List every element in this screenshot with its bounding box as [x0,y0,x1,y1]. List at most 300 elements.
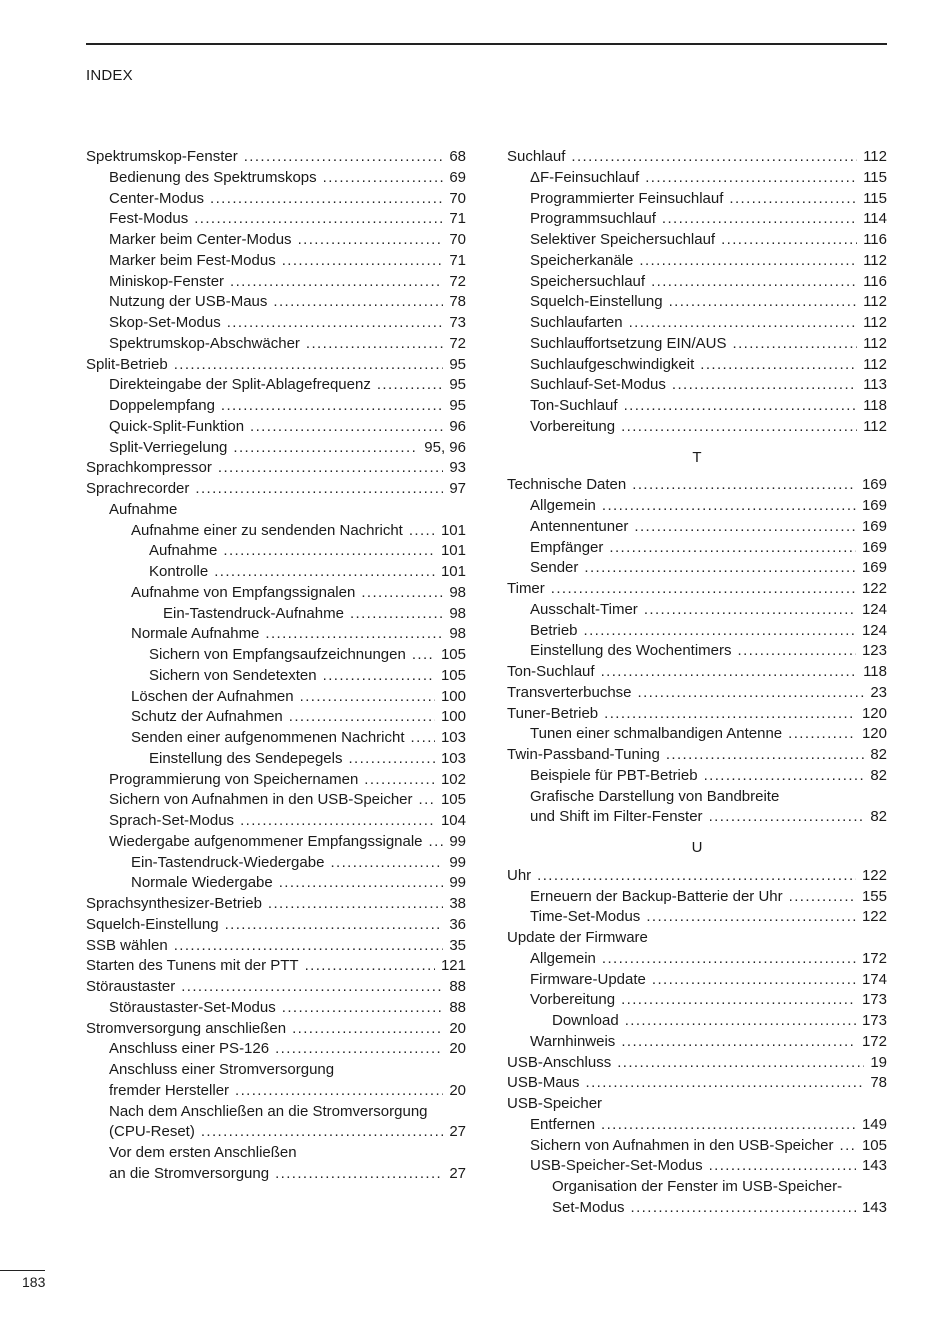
dot-leader [282,251,444,272]
dot-leader [289,707,435,728]
index-entry-term: Speichersuchlauf [530,272,646,290]
index-entry-page: 143 [861,1198,887,1216]
dot-leader [700,355,857,376]
index-entry-term: Aufnahme einer zu sendenden Nachricht [131,521,403,539]
index-entry [507,579,887,600]
index-entry [86,1039,466,1060]
dot-leader [181,977,443,998]
dot-leader [584,621,856,642]
index-entry [86,292,466,313]
index-entry-term: Doppelempfang [109,397,215,414]
index-entry-page: 122 [861,580,887,597]
index-entry-term: Programmierter Feinsuchlauf [530,189,724,207]
index-entry-term: Vorbereitung [530,417,616,435]
index-entry-page: 71 [449,251,466,269]
dot-leader [537,866,856,887]
index-entry-term: Vorbereitung [530,991,616,1009]
index-entry-term: Suchlaufarten [530,314,623,331]
index-entry [507,1115,887,1136]
index-entry [86,624,466,645]
index-entry [507,662,887,683]
index-entry [86,853,466,874]
index-entry [86,977,466,998]
index-entry-page: 100 [440,708,466,726]
index-entry-page: 174 [861,970,887,988]
index-entry-term: USB-Anschluss [507,1053,612,1071]
index-entry-term: Programmsuchlauf [530,210,656,228]
index-entry-term: Miniskop-Fenster [109,272,225,290]
index-entry [86,313,466,334]
index-entry-term: Beispiele für PBT-Betrieb [530,766,698,784]
index-entry-term: Firmware-Update [530,970,646,988]
index-entry-term: Split-Verriegelung [109,438,228,456]
index-entry-term: Normale Aufnahme [131,625,260,643]
index-entry-page: 27 [449,1164,466,1182]
index-entry-term: Sender [530,559,579,577]
dot-leader [221,396,443,417]
index-entry-term: Ton-Suchlauf [530,397,618,414]
index-entry [86,417,466,438]
index-entry-term: Erneuern der Backup-Batterie der Uhr [530,887,783,905]
index-entry [86,1019,466,1040]
index-entry [507,724,887,745]
dot-leader [323,168,444,189]
index-entry-page: 105 [440,646,466,663]
index-entry-term: Kontrolle [149,563,209,580]
dot-leader [584,558,856,579]
index-entry [86,1143,466,1164]
dot-leader [621,417,857,438]
index-entry-term: Technische Daten [507,476,627,494]
index-entry-page: 103 [440,749,466,767]
index-entry-term: Center-Modus [109,189,205,207]
dot-leader [348,749,434,770]
index-entry [86,1164,466,1185]
index-entry [507,766,887,787]
index-entry-page: 169 [861,538,887,556]
index-entry-page: 149 [861,1115,887,1133]
dot-leader [364,770,435,791]
dot-leader [602,949,856,970]
index-letter-heading: U [691,839,703,856]
index-entry [86,770,466,791]
index-entry-term: Sprachrecorder [86,480,190,497]
index-entry-page: 112 [863,334,887,352]
index-entry [86,438,466,459]
index-entry [507,990,887,1011]
index-entry-page: 112 [863,417,887,435]
index-entry-term: Schutz der Aufnahmen [131,708,283,726]
index-entry-page: 169 [861,497,887,514]
index-entry [507,1156,887,1177]
index-entry [86,728,466,749]
dot-leader [586,1073,865,1094]
dot-leader [662,209,857,230]
top-rule [86,43,887,45]
index-entry [507,866,887,887]
index-entry [507,272,887,293]
index-entry [507,1053,887,1074]
index-entry [507,907,887,928]
index-entry [86,272,466,293]
index-entry-term: Suchlaufgeschwindigkeit [530,355,695,373]
index-entry-term: USB-Speicher [507,1095,603,1112]
index-entry-page: 113 [863,376,887,394]
index-entry-page: 115 [863,189,887,207]
dot-leader [789,887,856,908]
dot-leader [621,990,856,1011]
dot-leader [323,666,435,687]
dot-leader [624,396,858,417]
dot-leader [840,1136,856,1157]
index-entry [507,807,887,828]
index-entry [507,621,887,642]
index-entry [86,479,466,500]
dot-leader [709,1156,856,1177]
index-entry [507,1198,887,1219]
dot-leader [300,687,435,708]
index-entry [86,521,466,542]
index-entry [507,396,887,417]
index-entry [507,496,887,517]
index-entry [507,313,887,334]
index-entry-term: Marker beim Center-Modus [109,231,292,248]
index-entry-page: 99 [449,874,466,892]
index-entry-term: Sprachkompressor [86,459,212,477]
index-entry-page: 73 [449,314,466,331]
index-entry-term: USB-Speicher-Set-Modus [530,1157,703,1175]
dot-leader [306,334,443,355]
index-entry [507,787,887,808]
index-entry [507,475,887,496]
index-entry [86,209,466,230]
index-entry-page: 93 [449,459,466,477]
index-entry-term: Set-Modus [552,1198,625,1216]
dot-leader [729,189,857,210]
dot-leader [227,313,444,334]
index-entry-page: 70 [449,189,466,207]
dot-leader [305,956,435,977]
index-entry-term: Bedienung des Spektrumskops [109,168,317,186]
index-entry [507,517,887,538]
index-entry-page: 121 [440,957,466,975]
index-entry [86,956,466,977]
index-entry-term: Download [552,1012,619,1029]
dot-leader [646,907,856,928]
index-entry-page: 69 [449,168,466,186]
dot-leader [174,936,444,957]
index-entry-page: 95 [449,355,466,373]
index-entry-term: Sichern von Aufnahmen in den USB-Speicher [530,1136,834,1154]
index-entry-term: Organisation der Fenster im USB-Speicher- [552,1178,843,1195]
dot-leader [279,873,444,894]
index-entry-term: Empfänger [530,538,604,556]
index-entry-term: ΔF-Feinsuchlauf [530,168,640,186]
index-entry-term: Twin-Passband-Tuning [507,746,660,763]
index-entry [507,1073,887,1094]
index-entry [507,970,887,991]
dot-leader [632,475,856,496]
index-entry-page: 72 [449,334,466,352]
dot-leader [412,645,435,666]
dot-leader [721,230,857,251]
index-entry-page: 124 [861,600,887,618]
index-entry [86,832,466,853]
index-entry-term: an die Stromversorgung [109,1164,270,1182]
index-entry-term: Anschluss einer Stromversorgung [109,1061,335,1078]
index-entry-page: 118 [863,663,887,680]
dot-leader [268,894,443,915]
index-entry-term: Vor dem ersten Anschließen [109,1144,297,1161]
index-entry-term: Sichern von Empfangsaufzeichnungen [149,646,406,663]
index-entry-term: Antennentuner [530,517,629,535]
dot-leader [330,853,443,874]
index-entry-term: Entfernen [530,1115,596,1133]
dot-leader [634,517,856,538]
index-entry-page: 116 [863,231,887,248]
index-entry-term: Störaustaster [86,978,176,995]
dot-leader [275,1164,443,1185]
index-entry [86,500,466,521]
index-entry [507,538,887,559]
index-entry-term: SSB wählen [86,936,168,954]
index-entry [507,558,887,579]
index-entry [86,811,466,832]
index-entry [507,1011,887,1032]
index-entry-term: Direkteingabe der Split-Ablagefrequenz [109,376,371,394]
index-entry-term: Tuner-Betrieb [507,704,599,722]
index-entry-page: 19 [870,1053,887,1071]
index-entry-page: 169 [861,476,887,494]
index-entry-term: Allgemein [530,497,596,514]
dot-leader [429,832,444,853]
index-entry-page: 123 [861,642,887,660]
index-entry [86,998,466,1019]
index-entry [86,936,466,957]
index-entry-page: 114 [863,210,887,228]
index-entry-page: 172 [861,949,887,967]
dot-leader [419,790,435,811]
dot-leader [194,209,443,230]
index-entry-term: Wiedergabe aufgenommener Empfangssignale [109,832,423,850]
index-entry [86,604,466,625]
dot-leader [604,704,856,725]
index-entry [86,687,466,708]
index-entry-term: (CPU-Reset) [109,1123,195,1141]
index-entry-page: 124 [861,621,887,639]
index-entry [507,230,887,251]
dot-leader [645,168,857,189]
index-entry-term: Ton-Suchlauf [507,663,595,680]
index-entry [507,745,887,766]
dot-leader [298,230,444,251]
dot-leader [788,724,856,745]
index-entry [507,949,887,970]
index-entry-term: Timer [507,580,545,597]
index-entry-term: Selektiver Speichersuchlauf [530,231,716,248]
index-entry-term: Senden einer aufgenommenen Nachricht [131,729,405,746]
index-entry [86,230,466,251]
dot-leader [639,251,857,272]
index-entry-page: 68 [449,148,466,165]
index-entry-page: 143 [861,1157,887,1175]
dot-leader [551,579,856,600]
dot-leader [644,600,856,621]
dot-leader [601,662,858,683]
index-entry-page: 115 [863,168,887,186]
dot-leader [195,479,443,500]
index-entry-page: 118 [863,397,887,414]
index-entry-page: 112 [863,293,887,311]
index-entry-term: Störaustaster-Set-Modus [109,998,276,1016]
index-entry [507,1136,887,1157]
index-entry-page: 173 [861,1012,887,1029]
index-entry [507,1094,887,1115]
index-entry-term: Nach dem Anschließen an die Stromversorgung [109,1102,428,1120]
index-entry-page: 71 [449,210,466,228]
index-entry-term: Grafische Darstellung von Bandbreite [530,787,780,805]
index-entry [507,189,887,210]
index-entry-page: 27 [449,1123,466,1141]
index-entry-page: 100 [440,687,466,705]
index-entry [86,666,466,687]
index-entry-page: 173 [861,991,887,1009]
dot-leader [709,807,865,828]
index-entry [507,168,887,189]
index-entry-page: 78 [449,293,466,311]
index-entry-page: 112 [863,355,887,373]
dot-leader [738,641,856,662]
index-entry-page: 23 [870,683,887,701]
index-entry [86,894,466,915]
index-entry-term: Suchlauf [507,148,566,165]
index-entry [86,707,466,728]
index-entry-term: Squelch-Einstellung [86,915,219,933]
index-entry-term: Nutzung der USB-Maus [109,293,268,311]
index-entry [86,583,466,604]
index-entry-term: Normale Wiedergabe [131,874,273,892]
index-entry-page: 112 [863,251,887,269]
index-entry-term: Skop-Set-Modus [109,314,221,331]
dot-leader [631,1198,856,1219]
index-entry-term: Spektrumskop-Abschwächer [109,334,300,352]
index-entry-page: 95, 96 [424,438,466,456]
index-entry-page: 20 [449,1081,466,1099]
index-entry [86,645,466,666]
index-entry [86,1122,466,1143]
index-entry-term: Programmierung von Speichernamen [109,770,359,788]
dot-leader [233,438,418,459]
dot-leader [669,292,857,313]
index-entry-term: Speicherkanäle [530,251,634,269]
index-entry-term: Ausschalt-Timer [530,600,638,618]
index-entry [507,417,887,438]
index-entry-term: Sprachsynthesizer-Betrieb [86,895,262,912]
index-entry-page: 96 [449,417,466,435]
page-number-rule [0,1270,45,1271]
index-entry-term: Einstellung des Wochentimers [530,642,732,660]
index-entry-term: Einstellung des Sendepegels [149,749,343,767]
index-entry [507,1177,887,1198]
index-entry-term: Uhr [507,866,532,884]
index-entry-page: 172 [861,1032,887,1050]
dot-leader [275,1039,443,1060]
index-entry-term: Aufnahme [109,500,178,518]
dot-leader [223,541,435,562]
index-entry [86,1060,466,1081]
index-entry [507,147,887,168]
index-entry-page: 120 [861,704,887,722]
index-entry-page: 82 [870,808,887,826]
dot-leader [652,970,856,991]
index-entry-page: 38 [449,895,466,912]
index-entry-page: 82 [870,746,887,763]
index-entry-page: 70 [449,231,466,248]
index-entry [507,355,887,376]
index-entry-term: Time-Set-Modus [530,908,641,926]
index-entry-page: 169 [861,517,887,535]
index-entry-page: 169 [861,559,887,577]
index-entry [507,1032,887,1053]
dot-leader [292,1019,443,1040]
index-entry-term: Anschluss einer PS-126 [109,1040,270,1058]
index-entry-page: 105 [440,791,466,809]
index-entry-page: 112 [863,148,887,165]
index-entry-term: Sichern von Aufnahmen in den USB-Speicher [109,791,413,809]
index-entry [507,600,887,621]
index-entry [507,375,887,396]
index-entry-page: 82 [870,766,887,784]
dot-leader [210,189,443,210]
index-entry-term: Aufnahme von Empfangssignalen [131,583,356,601]
dot-leader [273,292,443,313]
index-entry-term: USB-Maus [507,1074,580,1092]
index-entry [507,251,887,272]
index-entry [86,355,466,376]
index-entry-term: Transverterbuchse [507,683,632,701]
dot-leader [629,313,858,334]
index-entry-page: 95 [449,397,466,414]
index-entry-page: 99 [449,832,466,850]
index-entry-page: 88 [449,998,466,1016]
index-entry-page: 98 [449,604,466,622]
dot-leader [282,998,444,1019]
dot-leader [625,1011,856,1032]
dot-leader [651,272,857,293]
dot-leader [201,1122,443,1143]
dot-leader [672,375,857,396]
index-entry-page: 98 [449,625,466,643]
dot-leader [638,683,865,704]
index-entry-page: 20 [449,1019,466,1037]
index-entry [86,541,466,562]
index-entry-term: Update der Firmware [507,929,648,946]
index-entry [86,334,466,355]
page-number: 183 [22,1274,46,1290]
index-entry-page: 97 [449,480,466,497]
index-entry-term: Tunen einer schmalbandigen Antenne [530,725,783,743]
index-column-left [86,147,466,1185]
index-entry [86,458,466,479]
index-entry [86,1081,466,1102]
index-entry [86,189,466,210]
index-entry [86,790,466,811]
index-entry [86,749,466,770]
dot-leader [602,496,856,517]
index-entry [86,1102,466,1123]
index-entry-page: 155 [861,887,887,905]
index-entry-page: 88 [449,978,466,995]
